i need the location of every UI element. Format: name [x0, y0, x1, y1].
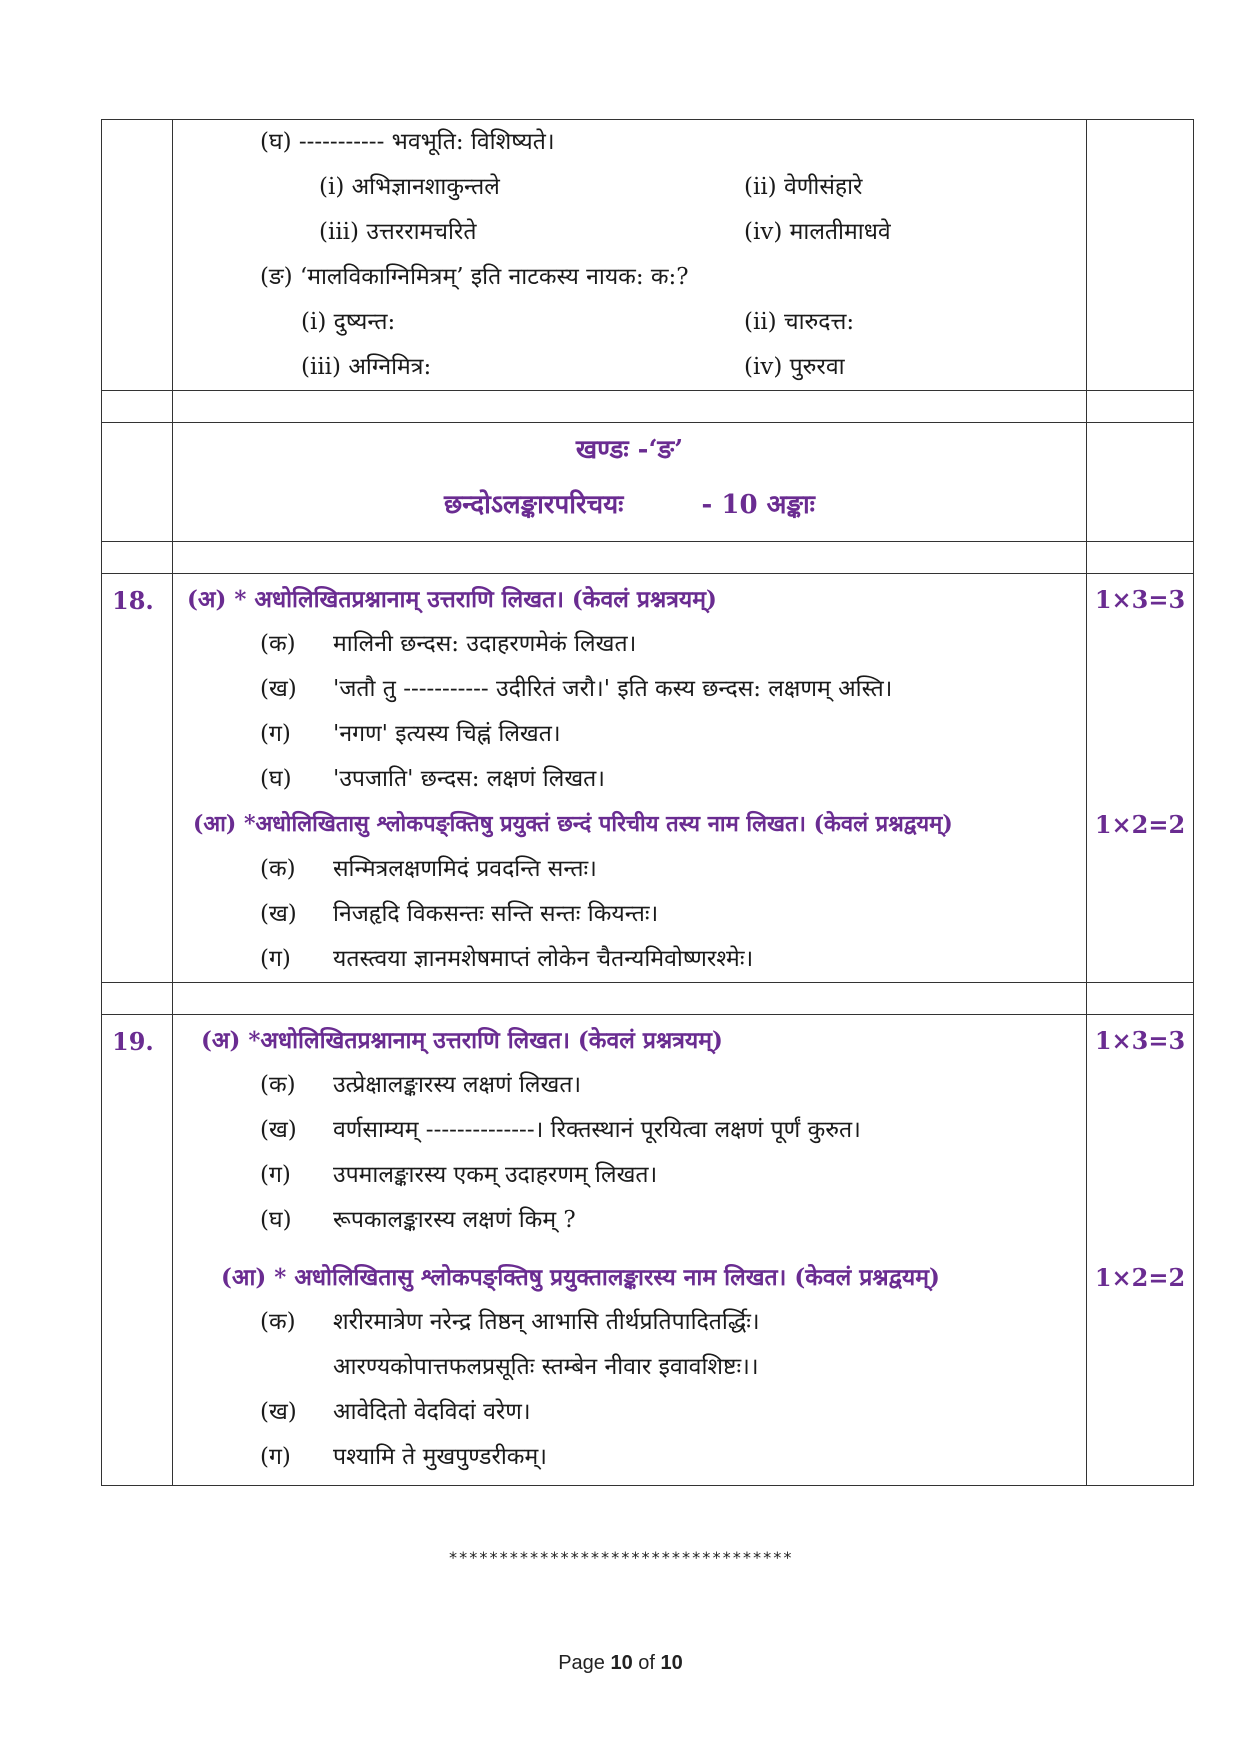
subquestion-heading: (अ) * अधोलिखितप्रश्नानाम् उत्तराणि लिखत। (केवलं प्रश्नत्रयम्) [187, 586, 717, 613]
list-item: (क) शरीरमात्रेण नरेन्द्र तिष्ठन् आभासि तीर्थप्रतिपादितर्द्धिः। [260, 1309, 760, 1335]
section-title: खण्डः -‘ङ’ [575, 435, 684, 465]
subquestion-heading: (अ) *अधोलिखितप्रश्नानाम् उत्तराणि लिखत। (केवलं प्रश्नत्रयम्) [201, 1027, 723, 1054]
subquestion-heading: (आ) *अधोलिखितासु श्लोकपङ्क्तिषु प्रयुक्तं छन्दं परिचीय तस्य नाम लिखत। (केवलं प्रश्नद्वयम्) [193, 811, 953, 837]
marks-value: 1×3=3 [1094, 585, 1186, 614]
subquestion-heading: (आ) * अधोलिखितासु श्लोकपङ्क्तिषु प्रयुक्तालङ्कारस्य नाम लिखत। (केवलं प्रश्नद्वयम्) [221, 1264, 940, 1291]
section-marks: - 10 अङ्काः [701, 490, 815, 520]
question-body [173, 1015, 1087, 1486]
end-of-paper-marker: ********************************** [448, 1548, 793, 1567]
question-body [173, 574, 1087, 983]
list-item: (ग) यतस्त्वया ज्ञानमशेषमाप्तं लोकेन चैतन्यमिवोष्णरश्मेः। [260, 946, 754, 972]
mcq-stem-text: (घ) ----------- भवभूति: विशिष्यते। [260, 129, 555, 155]
mcq-stem [173, 255, 1086, 300]
table-row [102, 391, 1194, 423]
question-row [102, 1015, 1194, 1486]
list-item: (ख) 'जतौ तु ----------- उदीरितं जरौ।' इति कस्य छन्दस: लक्षणम् अस्ति। [260, 676, 893, 702]
marks-value: 1×3=3 [1094, 1026, 1186, 1055]
question-table [101, 119, 1194, 1486]
option: (ii) वेणीसंहारे [744, 174, 863, 200]
question-row [102, 574, 1194, 983]
section-header-row [102, 423, 1194, 542]
marks-cell [1087, 1015, 1194, 1486]
list-item: (क) मालिनी छन्दस: उदाहरणमेकं लिखत। [260, 631, 637, 657]
marks-cell [1087, 574, 1194, 983]
page-footer: Page 10 of 10 [558, 1652, 683, 1674]
marks-value: 1×2=2 [1094, 1263, 1186, 1292]
section-heading [173, 423, 1087, 542]
option: (ii) चारुदत्त: [744, 309, 855, 335]
list-item: आरण्यकोपात्तफलप्रसूतिः स्तम्बेन नीवार इवावशिष्टः।। [333, 1354, 759, 1380]
option: (i) दुष्यन्त: [301, 309, 396, 335]
mcq-block [173, 120, 1087, 391]
table-row [102, 983, 1194, 1015]
list-item: (घ) रूपकालङ्कारस्य लक्षणं किम् ? [260, 1207, 576, 1233]
list-item: (ख) निजहृदि विकसन्तः सन्ति सन्तः कियन्तः। [260, 901, 659, 927]
table-row [102, 120, 1194, 391]
list-item: (क) उत्प्रेक्षालङ्कारस्य लक्षणं लिखत। [260, 1072, 582, 1098]
option: (iii) अग्निमित्र: [301, 354, 432, 380]
list-item: (ग) उपमालङ्कारस्य एकम् उदाहरणम् लिखत। [260, 1162, 658, 1188]
total-pages: 10 [660, 1652, 683, 1674]
list-item: (ख) वर्णसाम्यम् --------------। रिक्तस्थानं पूरयित्वा लक्षणं पूर्णं कुरुत। [260, 1117, 861, 1143]
question-number: 19. [102, 1015, 173, 1486]
option: (iv) पुरुरवा [744, 354, 845, 380]
section-subtitle: छन्दोऽलङ्कारपरिचयः [444, 490, 624, 520]
question-number: 18. [102, 574, 173, 983]
table-row [102, 542, 1194, 574]
mcq-stem [173, 120, 1086, 165]
current-page: 10 [610, 1652, 633, 1674]
marks-value: 1×2=2 [1094, 810, 1186, 839]
list-item: (ख) आवेदितो वेदविदां वरेण। [260, 1399, 531, 1425]
list-item: (ग) पश्यामि ते मुखपुण्डरीकम्। [260, 1444, 547, 1470]
list-item: (क) सन्मित्रलक्षणमिदं प्रवदन्ति सन्तः। [260, 856, 597, 882]
option: (i) अभिज्ञानशाकुन्तले [319, 174, 500, 200]
option: (iv) मालतीमाधवे [744, 219, 891, 245]
mcq-stem-text: (ङ) ‘मालविकाग्निमित्रम्’ इति नाटकस्य नायक: क:? [260, 264, 689, 290]
option: (iii) उत्तररामचरिते [319, 219, 477, 245]
list-item: (घ) 'उपजाति' छन्दस: लक्षणं लिखत। [260, 766, 605, 792]
list-item: (ग) 'नगण' इत्यस्य चिह्नं लिखत। [260, 721, 561, 747]
